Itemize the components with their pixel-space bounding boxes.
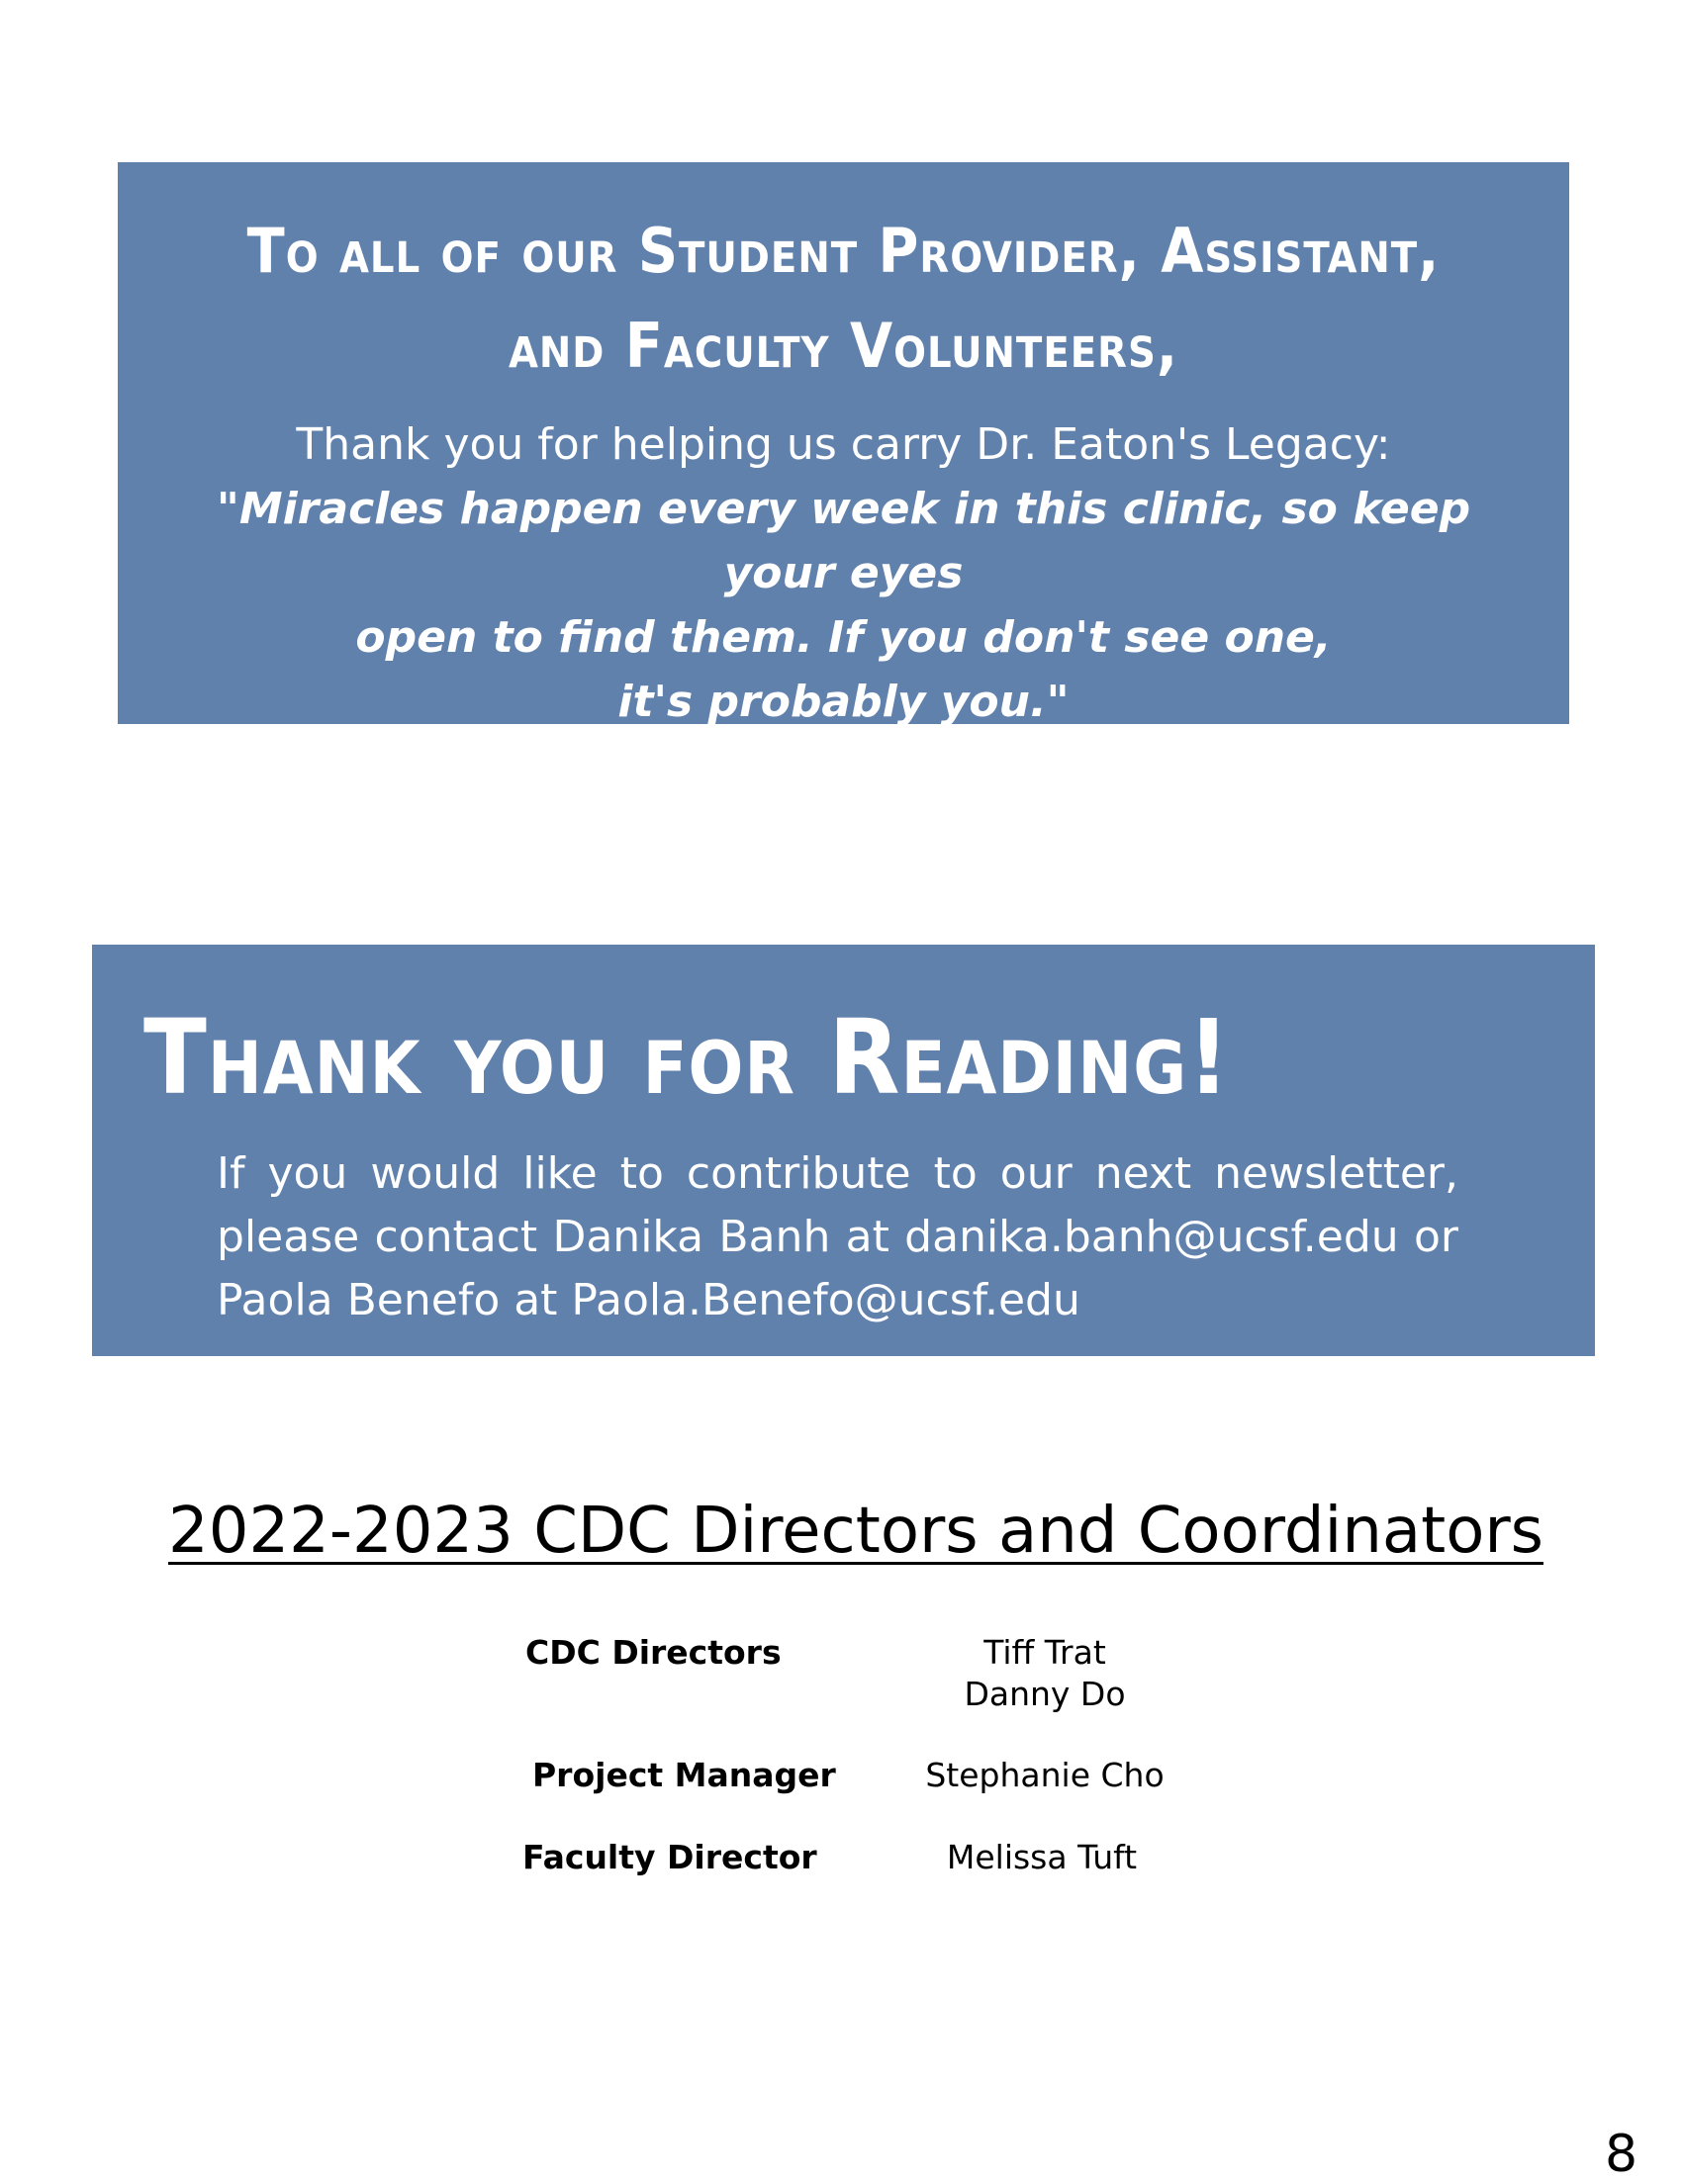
director-name: Tiff Trat	[983, 1633, 1106, 1672]
director-name: Danny Do	[964, 1675, 1126, 1713]
volunteer-thanks-box	[118, 162, 1569, 727]
volunteer-heading	[157, 204, 1530, 394]
eaton-quote	[157, 477, 1530, 734]
page-number: 8	[1605, 2125, 1638, 2184]
volunteer-heading-line1: To all of our Student Provider, Assistant,	[246, 215, 1441, 287]
faculty-director-name: Melissa Tuft	[946, 1838, 1138, 1876]
project-manager-name: Stephanie Cho	[925, 1756, 1165, 1794]
legacy-lead-text: Thank you for helping us carry Dr. Eaton's Legacy:	[296, 419, 1391, 470]
quote-line1: "Miracles happen every week in this clinic, so keep your eyes	[216, 484, 1471, 598]
thanks-reading-heading: Thank you for Reading!	[143, 997, 1231, 1118]
volunteer-heading-line2: and Faculty Volunteers,	[508, 310, 1179, 382]
role-label-faculty-director: Faculty Director	[522, 1838, 817, 1876]
role-label-cdc-directors: CDC Directors	[525, 1633, 782, 1672]
thanks-reading-box	[92, 945, 1595, 1356]
directors-section-title: 2022-2023 CDC Directors and Coordinators	[168, 1495, 1543, 1568]
quote-line3: it's probably you."	[617, 677, 1070, 727]
role-label-project-manager: Project Manager	[532, 1756, 836, 1794]
quote-line2: open to find them. If you don't see one,	[355, 612, 1332, 663]
contact-text: If you would like to contribute to our next newsletter, please contact Danika Banh at danika.banh@ucsf.edu or Paola Benefo at Paola.Benefo@ucsf.edu	[217, 1148, 1458, 1325]
